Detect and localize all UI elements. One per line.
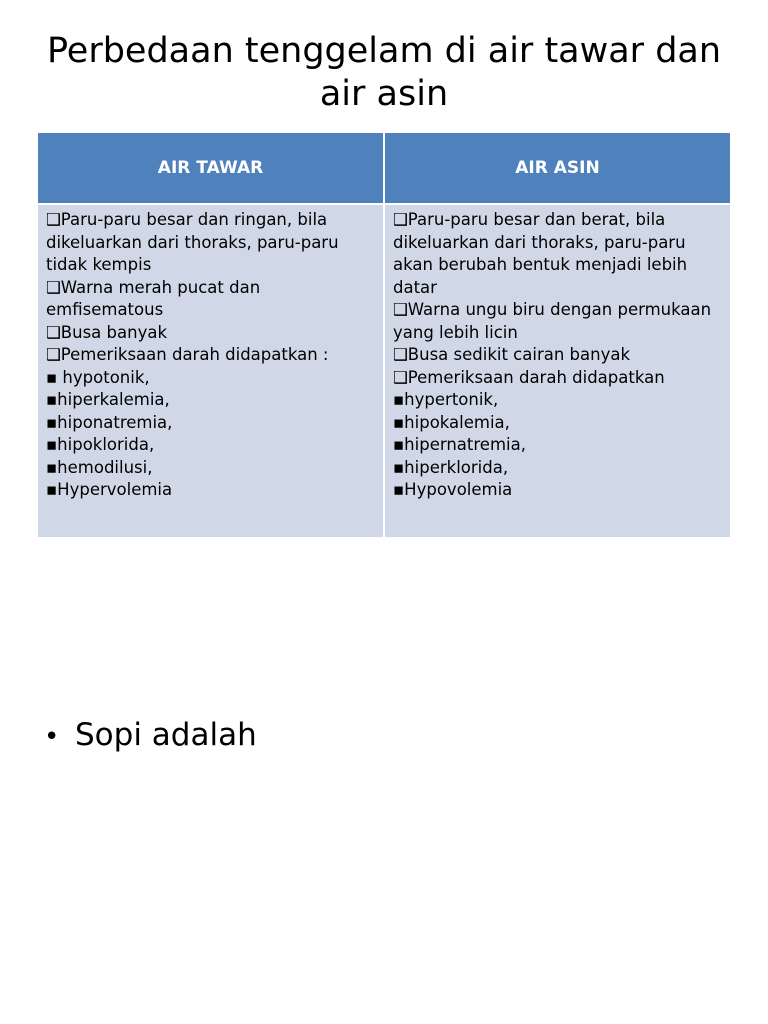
bullet-list bbox=[44, 714, 257, 758]
list-item: ❑Busa sedikit cairan banyak bbox=[393, 345, 631, 364]
cell-air-asin bbox=[384, 204, 730, 537]
list-item: ▪hiperkalemia, bbox=[46, 390, 170, 409]
list-item: ▪Hypovolemia bbox=[393, 480, 513, 499]
list-item: ❑Paru-paru besar dan ringan, bila dikeluarkan dari thoraks, paru-paru tidak kempis bbox=[46, 210, 344, 274]
list-item: ▪hemodilusi, bbox=[46, 457, 153, 477]
header-air-asin: AIR ASIN bbox=[384, 133, 730, 204]
list-item: ▪hiponatremia, bbox=[46, 412, 173, 432]
comparison-table bbox=[38, 133, 730, 537]
cell-air-tawar bbox=[38, 204, 384, 537]
list-item: ▪ hypotonik, bbox=[46, 367, 150, 387]
table-row bbox=[38, 204, 730, 537]
list-item: ▪hipokalemia, bbox=[393, 412, 510, 432]
list-item: ❑Warna ungu biru dengan permukaan yang lebih licin bbox=[393, 300, 717, 342]
list-item: ▪hiperklorida, bbox=[393, 457, 509, 477]
list-item: ▪hipernatremia, bbox=[393, 435, 526, 454]
list-item: ❑Paru-paru besar dan berat, bila dikeluarkan dari thoraks, paru-paru akan berubah bentuk menjadi lebih datar bbox=[393, 210, 693, 297]
slide-title: Perbedaan tenggelam di air tawar dan air asin bbox=[46, 31, 722, 114]
list-item: ❑Warna merah pucat dan emfisematous bbox=[46, 277, 266, 319]
table-header-row bbox=[38, 133, 730, 204]
list-item: ❑Pemeriksaan darah didapatkan bbox=[393, 367, 665, 387]
list-item: ▪hipoklorida, bbox=[46, 435, 155, 454]
bullet-marker: • bbox=[44, 722, 60, 752]
list-item: ❑Busa banyak bbox=[46, 322, 167, 342]
list-item: ▪hypertonik, bbox=[393, 390, 499, 409]
header-air-tawar: AIR TAWAR bbox=[38, 133, 384, 204]
list-item: ▪Hypervolemia bbox=[46, 480, 173, 499]
bullet-item bbox=[44, 714, 257, 758]
list-item: ❑Pemeriksaan darah didapatkan : bbox=[46, 345, 329, 364]
bullet-text: Sopi adalah bbox=[75, 717, 257, 753]
